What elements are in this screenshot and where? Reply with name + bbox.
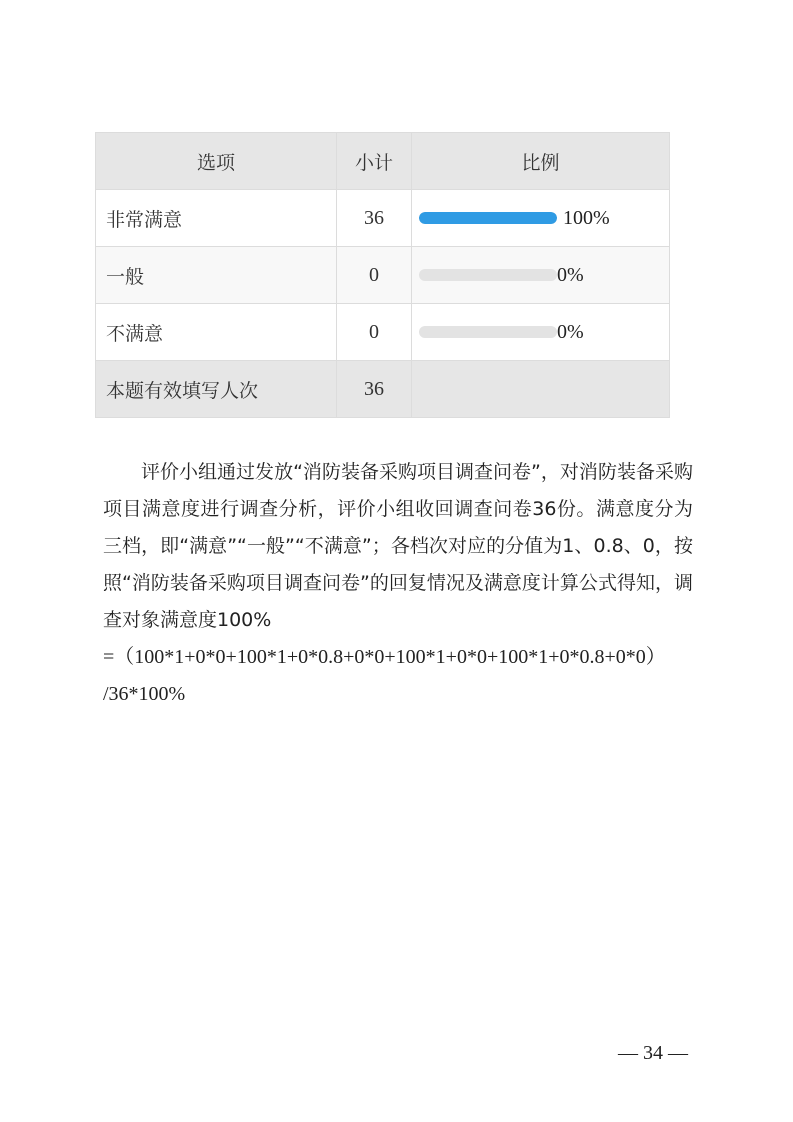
table-row <box>96 304 670 361</box>
ratio-bar-fill <box>419 212 557 224</box>
option-label: 一般 <box>96 247 337 304</box>
option-count: 0 <box>337 247 412 304</box>
page-number: — 34 — <box>618 1042 688 1064</box>
ratio-bar <box>419 326 557 338</box>
ratio-bar <box>419 212 557 224</box>
ratio-bar <box>419 269 557 281</box>
header-option: 选项 <box>96 133 337 190</box>
ratio-percent: 0% <box>557 320 584 343</box>
ratio-cell <box>412 304 670 361</box>
summary-empty-cell <box>412 361 670 418</box>
ratio-percent: 0% <box>557 263 584 286</box>
header-ratio: 比例 <box>412 133 670 190</box>
option-label: 非常满意 <box>96 190 337 247</box>
summary-label: 本题有效填写人次 <box>96 361 337 418</box>
analysis-paragraph <box>103 454 693 713</box>
ratio-cell <box>412 190 670 247</box>
option-count: 36 <box>337 190 412 247</box>
header-count: 小计 <box>337 133 412 190</box>
ratio-cell <box>412 247 670 304</box>
option-count: 0 <box>337 304 412 361</box>
formula-line-1: =（100*1+0*0+100*1+0*0.8+0*0+100*1+0*0+100*1+0*0.8+0*0） <box>103 646 666 668</box>
table-header-row <box>96 133 670 190</box>
summary-count: 36 <box>337 361 412 418</box>
survey-result-table <box>95 132 670 418</box>
table-row <box>96 190 670 247</box>
table-row <box>96 247 670 304</box>
table-summary-row <box>96 361 670 418</box>
formula-line-2: /36*100% <box>103 683 186 705</box>
paragraph-text: 评价小组通过发放“消防装备采购项目调查问卷”，对消防装备采购项目满意度进行调查分析，评价小组收回调查问卷36份。满意度分为三档，即“满意”“一般”“不满意”；各档次对应的分值为1、0.8、0，按照“消防装备采购项目调查问卷”的回复情况及满意度计算公式得知，调查对象满意度100% <box>103 461 693 631</box>
option-label: 不满意 <box>96 304 337 361</box>
ratio-percent: 100% <box>563 206 610 229</box>
